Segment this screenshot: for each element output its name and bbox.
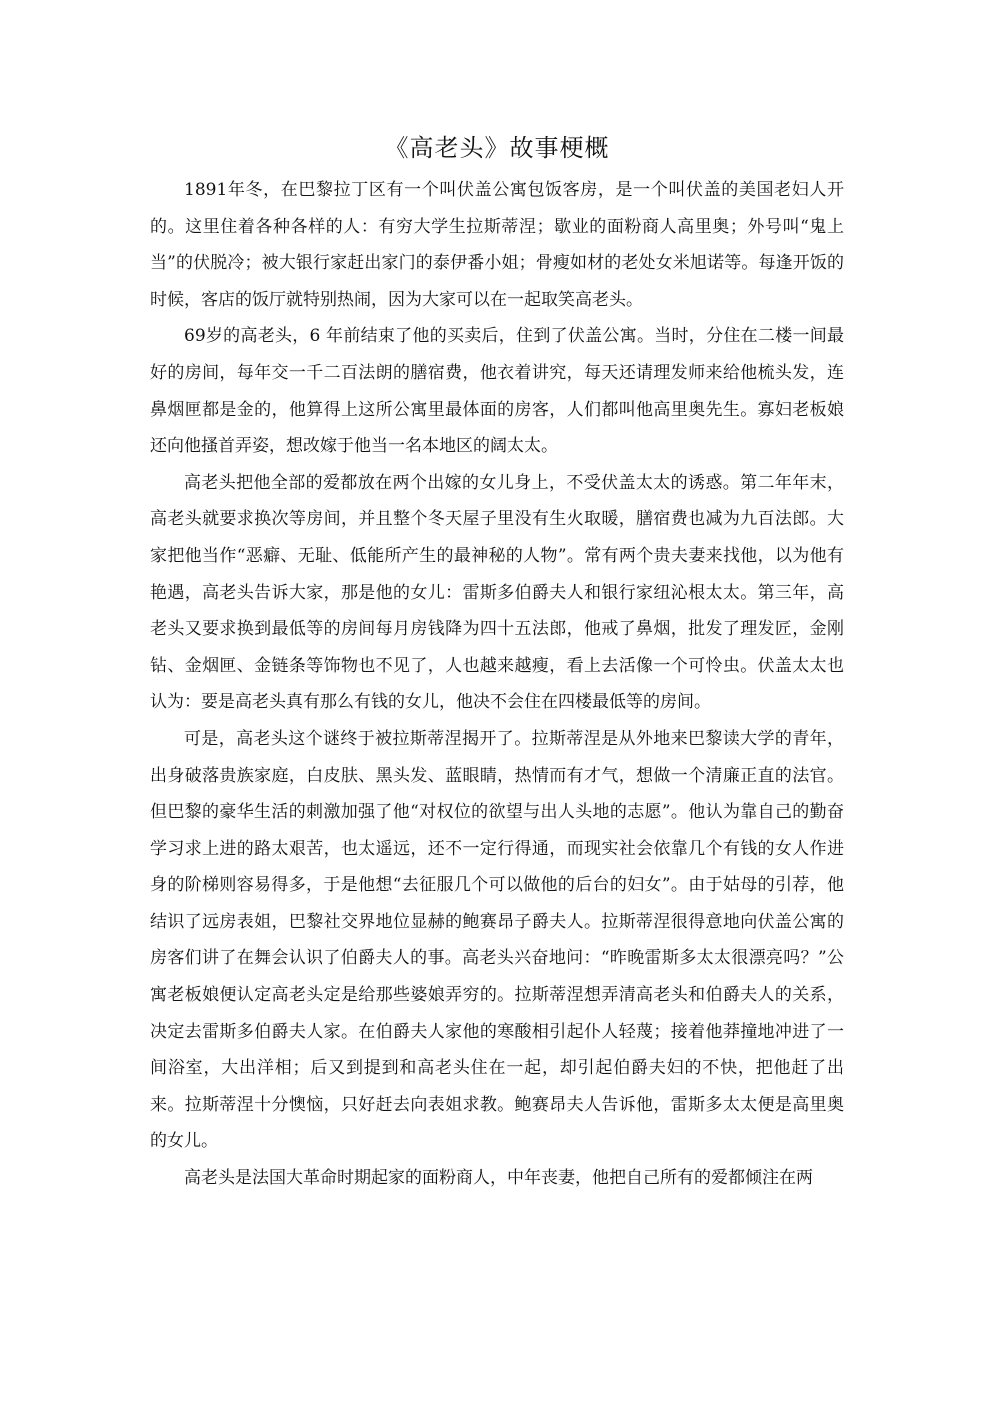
- paragraph-5: 高老头是法国大革命时期起家的面粉商人，中年丧妻，他把自己所有的爱都倾注在两: [184, 1168, 813, 1189]
- paragraph-1: 1891年冬，在巴黎拉丁区有一个叫伏盖公寓包饭客房，是一个叫伏盖的美国老妇人开的。这里住着各种各样的人：有穷大学生拉斯蒂涅；歇业的面粉商人高里奥；外号叫“鬼上当”的伏脱冷；被大银行家赶出家门的泰伊番小姐；骨瘦如材的老处女米旭诺等。每逢开饭的时候，客店的饭厅就特别热闹，因为大家可以在一起取笑高老头。: [150, 180, 844, 310]
- paragraph-3: 高老头把他全部的爱都放在两个出嫁的女儿身上，不受伏盖太太的诱惑。第二年年末，高老头就要求换次等房间，并且整个冬天屋子里没有生火取暖，膳宿费也减为九百法郎。大家把他当作“恶癖、无耻、低能所产生的最神秘的人物”。常有两个贵夫妻来找他，以为他有艳遇，高老头告诉大家，那是他的女儿：雷斯多伯爵夫人和银行家纽沁根太太。第三年，高老头又要求换到最低等的房间每月房钱降为四十五法郎，他戒了鼻烟，批发了理发匠，金刚钻、金烟匣、金链条等饰物也不见了，人也越来越瘦，看上去活像一个可怜虫。伏盖太太也认为：要是高老头真有那么有钱的女儿，他决不会住在四楼最低等的房间。: [150, 472, 844, 713]
- document-page: [150, 128, 844, 1197]
- paragraph-2: 69岁的高老头，6 年前结束了他的买卖后，住到了伏盖公寓。当时，分住在二楼一间最好的房间，每年交一千二百法朗的膳宿费，他衣着讲究，每天还请理发师来给他梳头发，连鼻烟匣都是金的，他算得上这所公寓里最体面的房客，人们都叫他高里奥先生。寡妇老板娘还向他搔首弄姿，想改嫁于他当一名本地区的阔太太。: [150, 326, 844, 457]
- paragraph-4: 可是，高老头这个谜终于被拉斯蒂涅揭开了。拉斯蒂涅是从外地来巴黎读大学的青年，出身破落贵族家庭，白皮肤、黑头发、蓝眼睛，热情而有才气，想做一个清廉正直的法官。但巴黎的豪华生活的刺激加强了他“对权位的欲望与出人头地的志愿”。他认为靠自己的勤奋学习求上进的路太艰苦，也太遥远，还不一定行得通，而现实社会依靠几个有钱的女人作进身的阶梯则容易得多，于是他想“去征服几个可以做他的后台的妇女”。由于姑母的引荐，他结识了远房表姐，巴黎社交界地位显赫的鲍赛昂子爵夫人。拉斯蒂涅很得意地向伏盖公寓的房客们讲了在舞会认识了伯爵夫人的事。高老头兴奋地问：“昨晚雷斯多太太很漂亮吗？”公寓老板娘便认定高老头定是给那些婆娘弄穷的。拉斯蒂涅想弄清高老头和伯爵夫人的关系，决定去雷斯多伯爵夫人家。在伯爵夫人家他的寒酸相引起仆人轻蔑；接着他莽撞地冲进了一间浴室，大出洋相；后又到提到和高老头住在一起，却引起伯爵夫妇的不快，把他赶了出来。拉斯蒂涅十分懊恼，只好赶去向表姐求教。鲍赛昂夫人告诉他，雷斯多太太便是高里奥的女儿。: [150, 728, 844, 1152]
- document-title: 《高老头》故事梗概: [384, 134, 610, 162]
